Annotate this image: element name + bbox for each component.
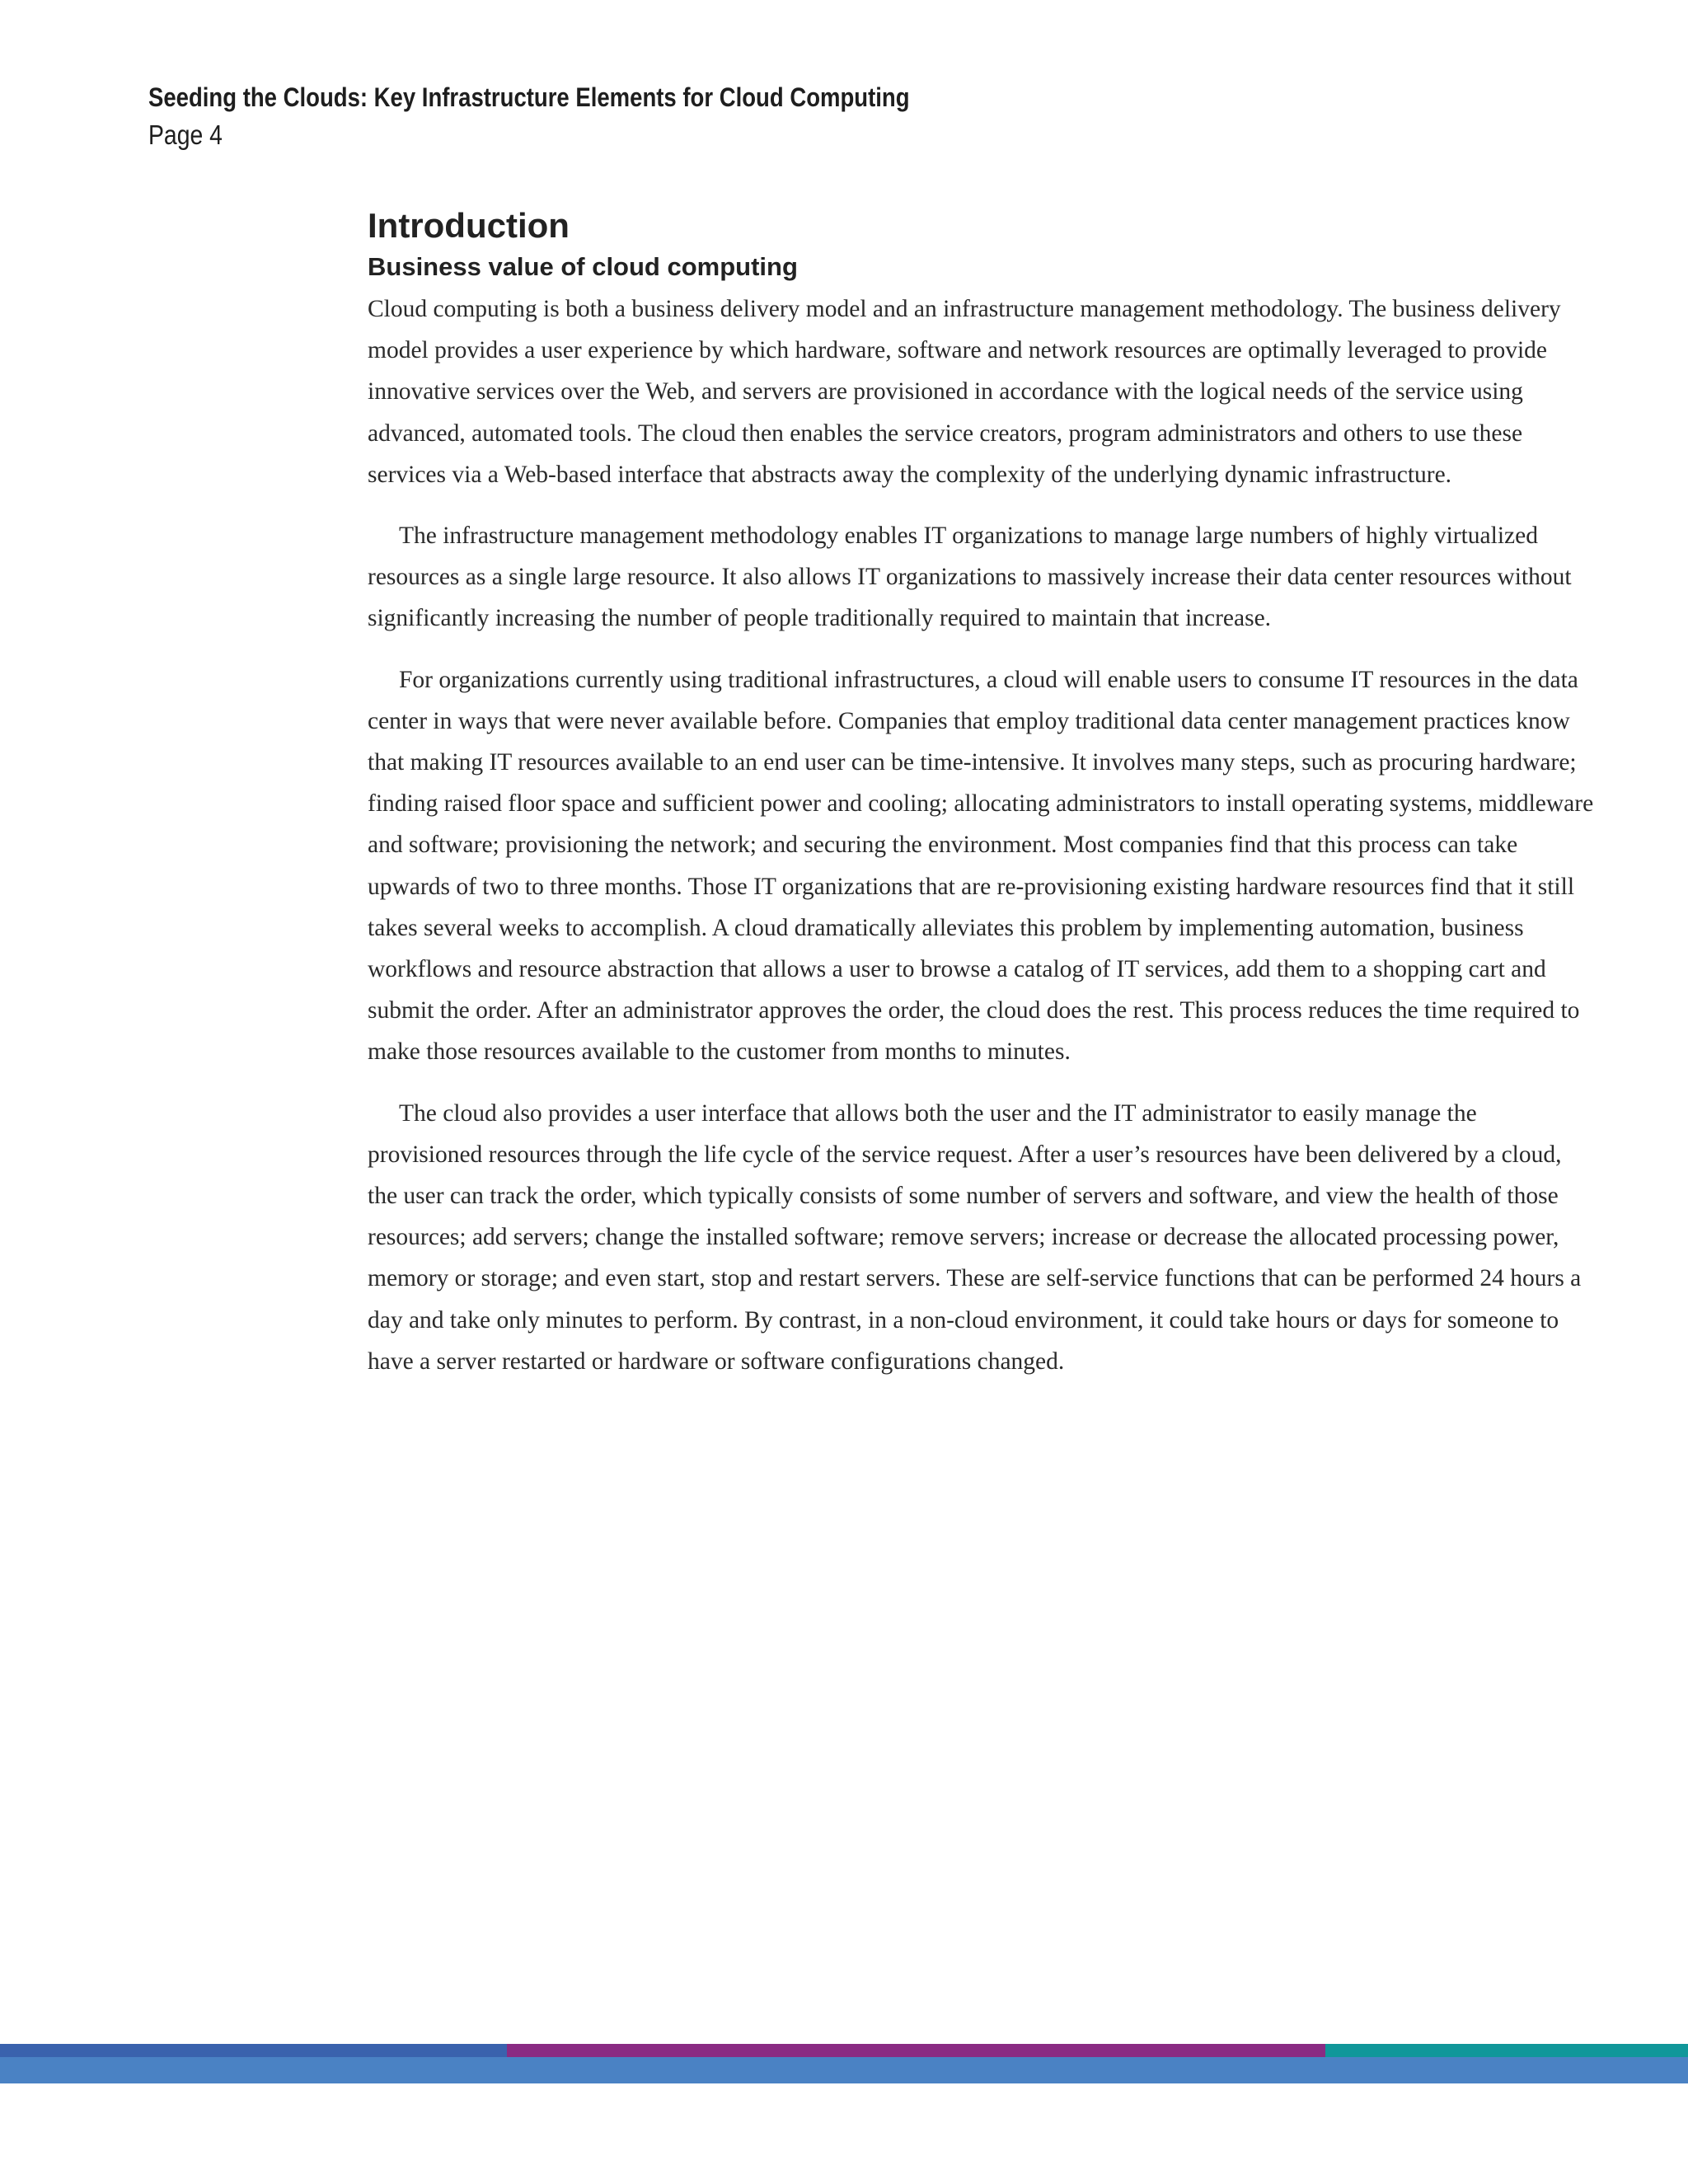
body-paragraph-3: For organizations currently using traditional infrastructures, a cloud will enable users to consume IT resources in the data center in ways that were never available before. Companies that employ traditional data center management practices know that making IT resources available to an end user can be time-intensive. It involves many steps, such as procuring hardware; finding raised floor space and sufficient power and cooling; allocating administrators to install operating systems, middleware and software; provisioning the network; and securing the environment. Most companies find that this process can take upwards of two to three months. Those IT organizations that are re-provisioning existing hardware resources find that it still takes several weeks to accomplish. A cloud dramatically alleviates this problem by implementing automation, business workflows and resource abstraction that allows a user to browse a catalog of IT services, add them to a shopping cart and submit the order. After an administrator approves the order, the cloud does the rest. This process reduces the time required to make those resources available to the customer from months to minutes. xyxy=(368,666,1594,1066)
running-header xyxy=(148,79,1385,155)
body-paragraph-2: The infrastructure management methodology enables IT organizations to manage large numbers of highly virtualized resources as a single large resource. It also allows IT organizations to massively increase their data center resources without significantly increasing the number of people traditionally required to maintain that increase. xyxy=(368,523,1572,632)
main-content xyxy=(368,203,1596,1402)
footer-band-teal xyxy=(1325,2044,1688,2057)
footer-band-blue xyxy=(0,2044,507,2057)
document-title: Seeding the Clouds: Key Infrastructure Elements for Cloud Computing xyxy=(148,82,910,112)
footer-color-band xyxy=(0,2044,1688,2057)
body-paragraph-1: Cloud computing is both a business delivery model and an infrastructure management methodology. The business delivery model provides a user experience by which hardware, software and network resources are optimally leveraged to provide innovative services over the Web, and servers are provisioned in accordance with the logical needs of the service using advanced, automated tools. The cloud then enables the service creators, program administrators and others to use these services via a Web-based interface that abstracts away the complexity of the underlying dynamic infrastructure. xyxy=(368,296,1561,488)
section-subheading: Business value of cloud computing xyxy=(368,252,798,281)
body-paragraph-4: The cloud also provides a user interface that allows both the user and the IT administrator to easily manage the provisioned resources through the life cycle of the service request. After a user’s resources have been delivered by a cloud, the user can track the order, which typically consists of some number of servers and software, and view the health of those resources; add servers; change the installed software; remove servers; increase or decrease the allocated processing power, memory or storage; and even start, stop and restart servers. These are self-service functions that can be performed 24 hours a day and take only minutes to perform. By contrast, in a non-cloud environment, it could take hours or days for someone to have a server restarted or hardware or software configurations changed. xyxy=(368,1099,1582,1375)
page-number: Page 4 xyxy=(148,120,223,150)
footer-band-purple xyxy=(507,2044,1325,2057)
section-heading: Introduction xyxy=(368,206,570,245)
footer-band-light-blue xyxy=(0,2057,1688,2083)
